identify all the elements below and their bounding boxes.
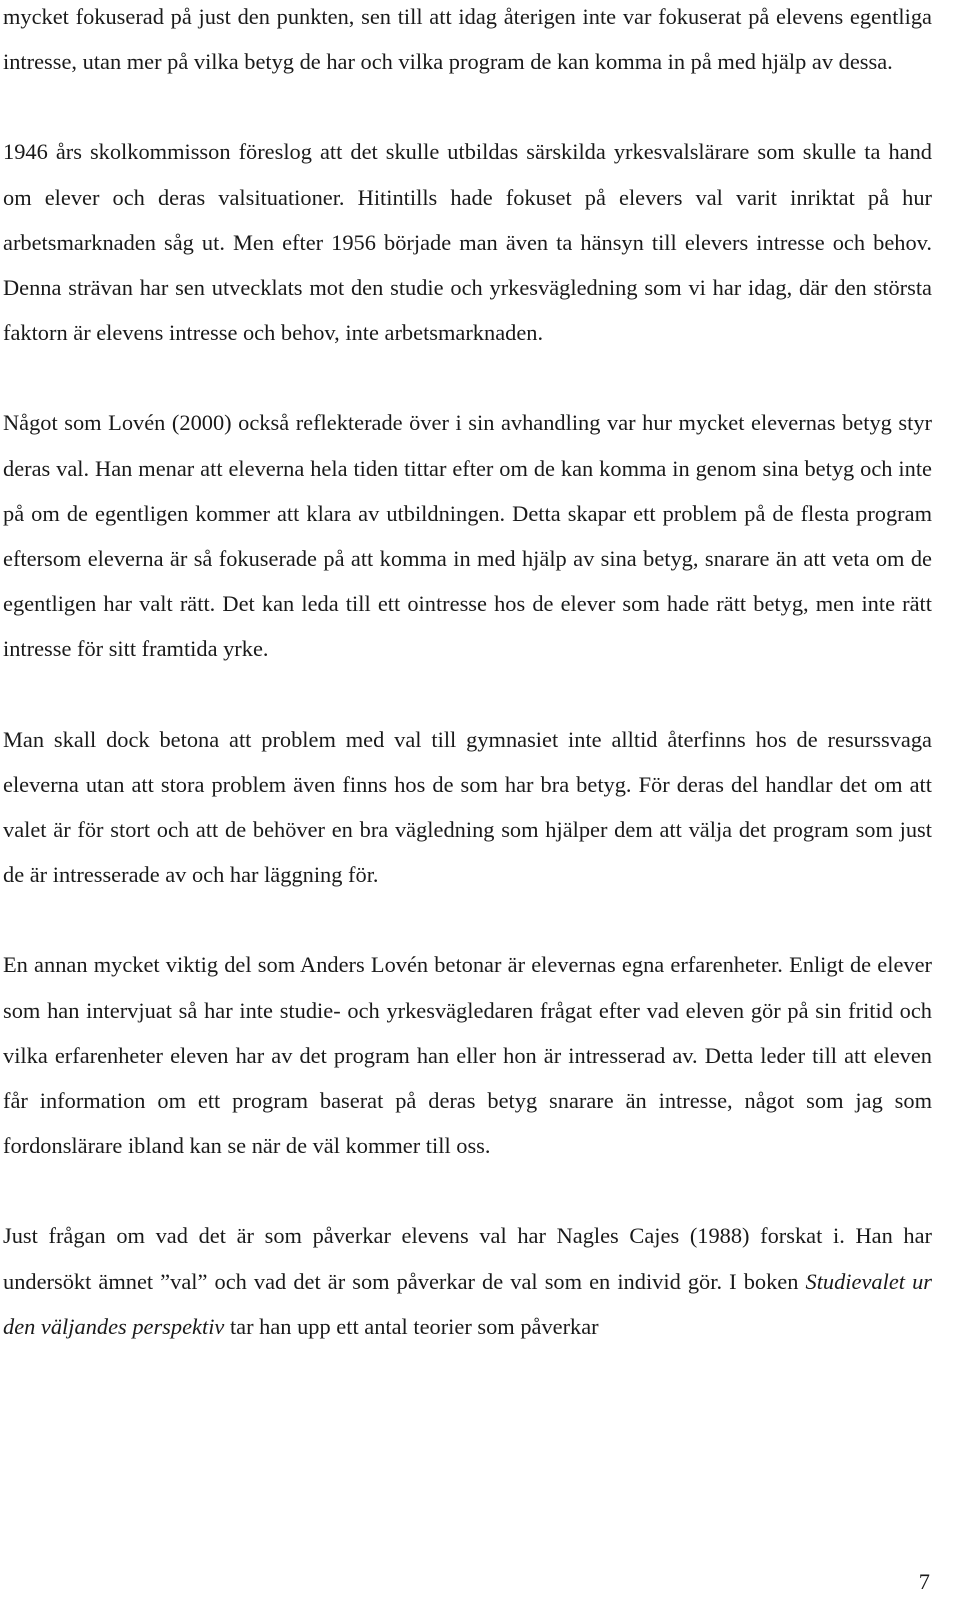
paragraph-2: 1946 års skolkommisson föreslog att det skulle utbildas särskilda yrkesvalslärare som skulle ta hand om elever och deras valsituationer. Hitintills hade fokuset på elevers val varit inriktat på hur arbetsmarknaden såg ut. Men efter 1956 började man även ta hänsyn till elevers intresse och behov. Denna strävan har sen utvecklats mot den studie och yrkesvägledning som vi har idag, där den största faktorn är elevens intresse och behov, inte arbetsmarknaden.: [3, 139, 932, 346]
document-page: [3, 0, 932, 1349]
paragraph-6: [3, 1213, 932, 1349]
paragraph-5: En annan mycket viktig del som Anders Lovén betonar är elevernas egna erfarenheter. Enligt de elever som han intervjuat så har inte studie- och yrkesvägledaren frågat efter vad eleven gör på sin fritid och vilka erfarenheter eleven har av det program han eller hon är intresserad av. Detta leder till att eleven får information om ett program baserat på deras betyg snarare än intresse, något som jag som fordonslärare ibland kan se när de väl kommer till oss.: [3, 952, 932, 1159]
paragraph-6-text-after: tar han upp ett antal teorier som påverkar: [224, 1313, 599, 1339]
paragraph-6-text-before: Just frågan om vad det är som påverkar elevens val har Nagles Cajes (1988) forskat i. Han har undersökt ämnet ”val” och vad det är som påverkar de val som en individ gör. I boken: [3, 1223, 932, 1294]
paragraph-3: Något som Lovén (2000) också reflekterade över i sin avhandling var hur mycket elevernas betyg styr deras val. Han menar att eleverna hela tiden tittar efter om de kan komma in genom sina betyg och inte på om de egentligen kommer att klara av utbildningen. Detta skapar ett problem på de flesta program eftersom eleverna är så fokuserade på att komma in med hjälp av sina betyg, snarare än att veta om de egentligen har valt rätt. Det kan leda till ett ointresse hos de elever som hade rätt betyg, men inte rätt intresse för sitt framtida yrke.: [3, 410, 932, 662]
paragraph-4: Man skall dock betona att problem med val till gymnasiet inte alltid återfinns hos de resurssvaga eleverna utan att stora problem även finns hos de som har bra betyg. För deras del handlar det om att valet är för stort och att de behöver en bra vägledning som hjälper dem att välja det program som just de är intresserade av och har läggning för.: [3, 726, 932, 888]
paragraph-1: mycket fokuserad på just den punkten, sen till att idag återigen inte var fokuserat på elevens egentliga intresse, utan mer på vilka betyg de har och vilka program de kan komma in på med hjälp av dessa.: [3, 4, 932, 75]
page-number: 7: [918, 1569, 930, 1594]
book-title: Studievalet ur den väljandes perspektiv: [3, 1268, 932, 1339]
